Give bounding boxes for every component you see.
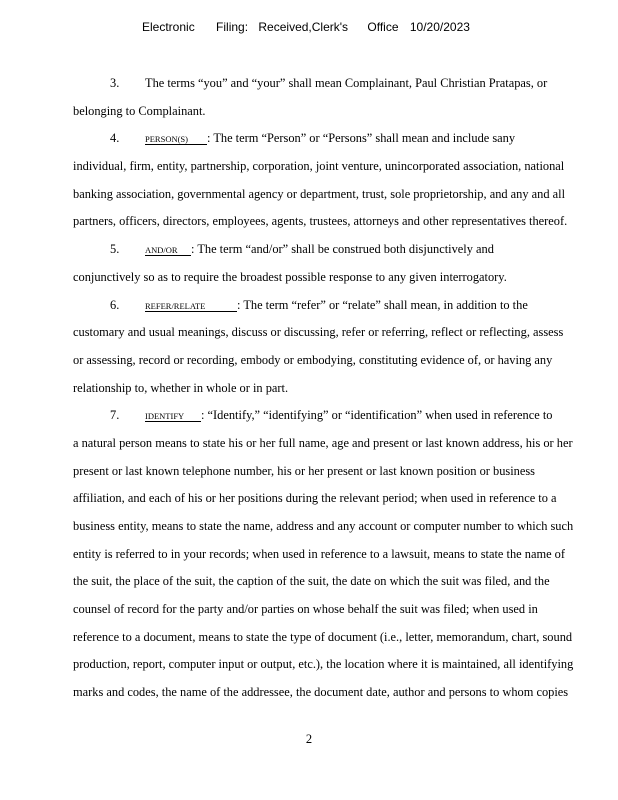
paragraph-line: business entity, means to state the name, address and any account or computer number to which such — [73, 519, 574, 533]
paragraph-line: production, report, computer input or output, etc.), the location where it is maintained, all identifying — [73, 657, 574, 672]
paragraph-line: or assessing, record or recording, embody or embodying, constituting evidence of, or having any — [73, 352, 553, 367]
paragraph-line: reference to a document, means to state the type of document (i.e., letter, memorandum, chart, sound — [73, 629, 573, 644]
paragraph-number: 3. — [110, 76, 120, 90]
paragraph-line: a natural person means to state his or her full name, age and present or last known address, his or her — [73, 435, 573, 450]
header-electronic: Electronic — [142, 20, 195, 34]
paragraph-5 — [73, 236, 613, 291]
defined-term-andor: AND/OR — [145, 246, 191, 256]
paragraph-line: entity is referred to in your records; when used in reference to a lawsuit, means to state the name of — [73, 546, 566, 561]
paragraph-line: customary and usual meanings, discuss or discussing, refer or referring, reflect or reflecting, assess — [73, 325, 564, 340]
paragraph-6 — [73, 292, 613, 403]
paragraph-first-line — [73, 236, 613, 264]
paragraph-line: affiliation, and each of his or her positions during the relevant period; when used in reference to a — [73, 491, 557, 506]
filing-header — [142, 20, 470, 34]
defined-term-refer-relate: REFER/RELATE — [145, 302, 237, 312]
page-number: 2 — [305, 732, 313, 746]
paragraph-7 — [73, 402, 613, 707]
paragraph-text: : The term “Person” or “Persons” shall mean and include sany — [207, 131, 516, 146]
paragraph-number: 7. — [110, 408, 120, 423]
header-filing: Filing: — [216, 20, 249, 34]
paragraph-4 — [73, 125, 613, 236]
paragraph-line: banking association, governmental agency or department, trust, sole proprietorship, and any and all — [73, 186, 566, 201]
paragraph-text: : “Identify,” “identifying” or “identification” when used in reference to — [201, 408, 553, 423]
paragraph-first-line — [73, 70, 613, 98]
paragraph-number: 4. — [110, 131, 120, 146]
paragraph-line: present or last known telephone number, his or her present or last known position or business — [73, 463, 536, 478]
defined-term-person: PERSON(S) — [145, 135, 207, 145]
paragraph-text: The terms “you” and “your” shall mean Complainant, Paul Christian Pratapas, or — [145, 76, 548, 90]
paragraph-line: conjunctively so as to require the broadest possible response to any given interrogatory. — [73, 269, 507, 284]
header-office: Office — [367, 20, 399, 34]
paragraph-text: : The term “and/or” shall be construed both disjunctively and — [191, 242, 494, 257]
paragraph-line: belonging to Complainant. — [73, 103, 206, 118]
paragraph-first-line — [73, 402, 613, 430]
paragraph-line: individual, firm, entity, partnership, corporation, joint venture, unincorporated association, national — [73, 159, 565, 174]
paragraph-line: counsel of record for the party and/or parties on whose behalf the suit was filed; when used in — [73, 602, 538, 617]
paragraph-text: : The term “refer” or “relate” shall mean, in addition to the — [237, 297, 528, 312]
defined-term-identify: IDENTIFY — [145, 412, 201, 422]
paragraph-first-line — [73, 292, 613, 320]
paragraph-first-line — [73, 125, 613, 153]
paragraph-number: 6. — [110, 297, 120, 312]
header-received: Received,Clerk's — [258, 20, 349, 34]
header-date: 10/20/2023 — [409, 20, 470, 34]
paragraph-line: relationship to, whether in whole or in part. — [73, 380, 289, 395]
paragraph-line: the suit, the place of the suit, the caption of the suit, the date on which the suit was filed, and the — [73, 574, 550, 589]
paragraph-3 — [73, 70, 613, 125]
document-body — [73, 70, 613, 707]
paragraph-number: 5. — [110, 242, 120, 257]
paragraph-line: marks and codes, the name of the addressee, the document date, author and persons to whom copies — [73, 685, 569, 700]
paragraph-line: partners, officers, directors, employees, agents, trustees, attorneys and other representatives thereof. — [73, 214, 568, 229]
